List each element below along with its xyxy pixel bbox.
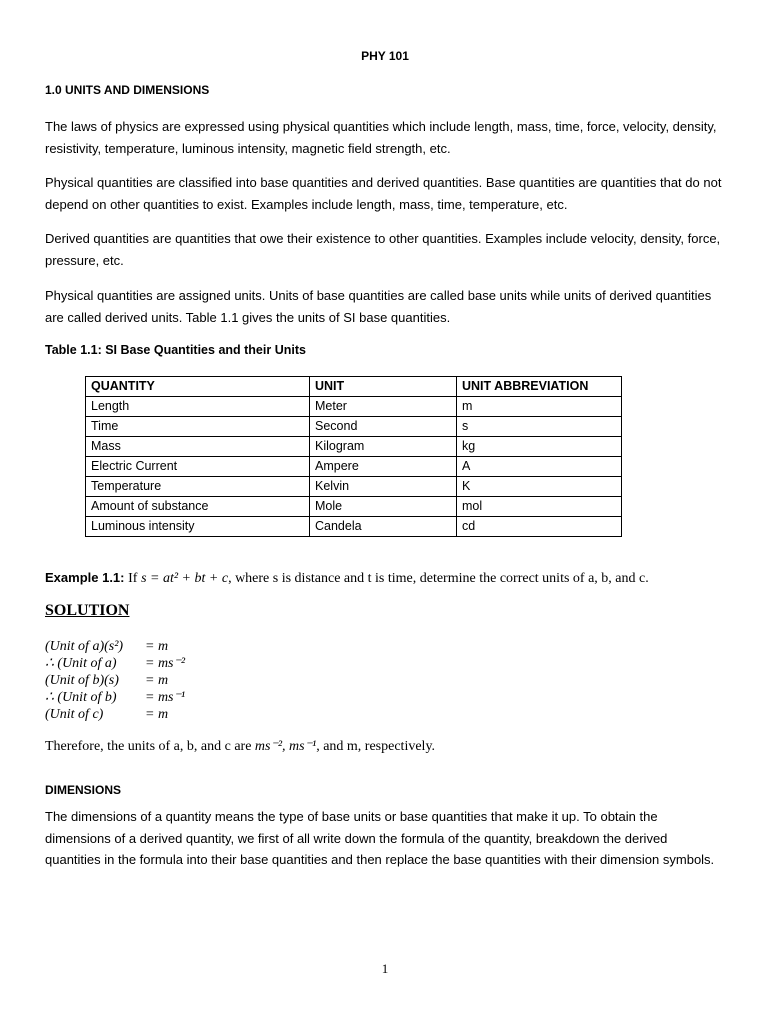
- solution-conclusion: [45, 738, 435, 755]
- cell-quantity: Temperature: [86, 477, 310, 497]
- conclusion-math: ms⁻², ms⁻¹: [254, 739, 317, 754]
- si-units-table: [85, 376, 622, 537]
- table-row: [86, 457, 622, 477]
- solution-steps: [45, 638, 185, 723]
- example-1-1: [45, 570, 649, 587]
- cell-abbreviation: cd: [457, 517, 622, 537]
- cell-unit: Meter: [310, 397, 457, 417]
- example-label: Example 1.1:: [45, 570, 125, 585]
- solution-step: [45, 655, 185, 672]
- solution-step: [45, 638, 185, 655]
- cell-unit: Mole: [310, 497, 457, 517]
- table-caption: Table 1.1: SI Base Quantities and their Units: [45, 343, 306, 357]
- example-prefix: If: [128, 571, 138, 586]
- cell-abbreviation: mol: [457, 497, 622, 517]
- cell-quantity: Amount of substance: [86, 497, 310, 517]
- cell-abbreviation: m: [457, 397, 622, 417]
- solution-step: [45, 689, 185, 706]
- cell-unit: Second: [310, 417, 457, 437]
- header-quantity: QUANTITY: [86, 377, 310, 397]
- cell-abbreviation: kg: [457, 437, 622, 457]
- table-row: [86, 417, 622, 437]
- cell-quantity: Length: [86, 397, 310, 417]
- cell-quantity: Electric Current: [86, 457, 310, 477]
- conclusion-suffix: , and m, respectively.: [316, 739, 436, 754]
- step-rhs: = m: [145, 673, 169, 688]
- paragraph-4: Physical quantities are assigned units. Units of base quantities are called base units while units of derived quantities are called derived units. Table 1.1 gives the units of SI base quantities.: [45, 288, 712, 325]
- cell-quantity: Time: [86, 417, 310, 437]
- table-row: [86, 517, 622, 537]
- step-rhs: = ms⁻²: [145, 656, 186, 671]
- cell-quantity: Luminous intensity: [86, 517, 310, 537]
- table-header-row: [86, 377, 622, 397]
- cell-quantity: Mass: [86, 437, 310, 457]
- header-unit-abbreviation: UNIT ABBREVIATION: [457, 377, 622, 397]
- paragraph-3: Derived quantities are quantities that owe their existence to other quantities. Examples include velocity, density, force, pressure, etc.: [45, 231, 721, 268]
- section-heading-units: 1.0 UNITS AND DIMENSIONS: [45, 83, 210, 97]
- cell-abbreviation: K: [457, 477, 622, 497]
- step-rhs: = m: [145, 639, 169, 654]
- example-text: , where s is distance and t is time, determine the correct units of a, b, and c.: [228, 571, 649, 586]
- paragraph-dimensions: The dimensions of a quantity means the type of base units or base quantities that make it up. To obtain the dimensions of a derived quantity, we first of all write down the formula of the quantity, breakdown the derived quantities in the formula into their base quantities and then replace the base quantities with their dimension symbols.: [45, 809, 715, 867]
- table-row: [86, 437, 622, 457]
- table-row: [86, 477, 622, 497]
- table-row: [86, 397, 622, 417]
- cell-unit: Candela: [310, 517, 457, 537]
- paragraph-2: Physical quantities are classified into base quantities and derived quantities. Base quantities are quantities that do not depend on other quantities to exist. Examples include length, mass, time, temperature, etc.: [45, 175, 722, 212]
- step-rhs: = ms⁻¹: [145, 690, 186, 705]
- cell-unit: Kelvin: [310, 477, 457, 497]
- cell-unit: Kilogram: [310, 437, 457, 457]
- step-lhs: ∴ (Unit of b): [45, 690, 117, 705]
- step-rhs: = m: [145, 707, 169, 722]
- example-equation: s = at² + bt + c: [141, 571, 229, 586]
- cell-abbreviation: A: [457, 457, 622, 477]
- step-lhs: (Unit of a)(s²): [45, 639, 124, 654]
- step-lhs: (Unit of c): [45, 707, 104, 722]
- solution-step: [45, 706, 185, 723]
- cell-abbreviation: s: [457, 417, 622, 437]
- step-lhs: ∴ (Unit of a): [45, 656, 117, 671]
- conclusion-prefix: Therefore, the units of a, b, and c are: [45, 739, 252, 754]
- paragraph-1: The laws of physics are expressed using physical quantities which include length, mass, time, force, velocity, density, resistivity, temperature, luminous intensity, magnetic field strength, etc.: [45, 119, 717, 156]
- section-heading-dimensions: DIMENSIONS: [45, 783, 122, 797]
- step-lhs: (Unit of b)(s): [45, 673, 119, 688]
- header-unit: UNIT: [310, 377, 457, 397]
- course-code: PHY 101: [361, 49, 409, 63]
- page-number: 1: [381, 961, 389, 976]
- cell-unit: Ampere: [310, 457, 457, 477]
- solution-heading: SOLUTION: [45, 602, 130, 619]
- solution-step: [45, 672, 185, 689]
- table-row: [86, 497, 622, 517]
